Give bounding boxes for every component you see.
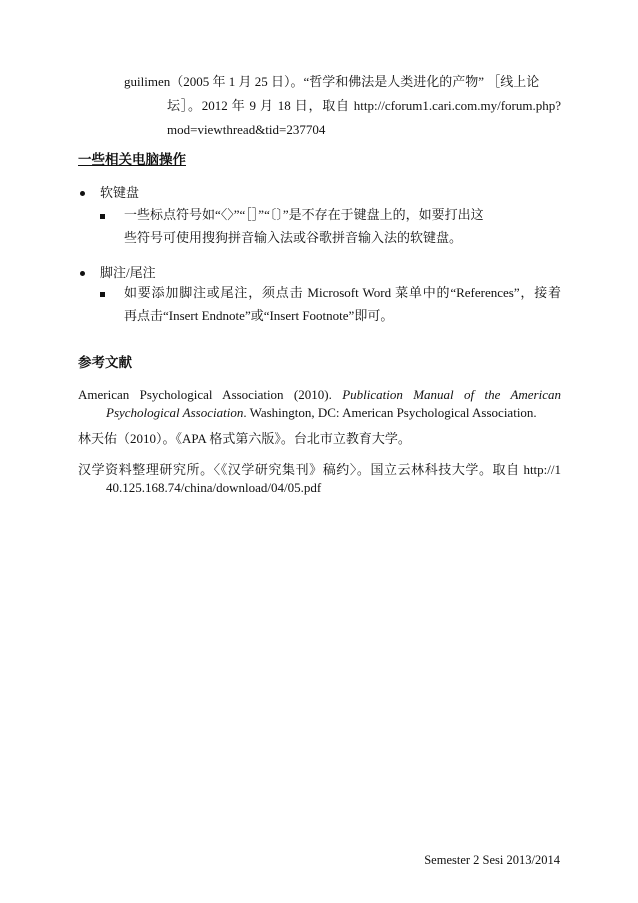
- sub-bullet-text-line-2: 再点击“Insert Endnote”或“Insert Footnote”即可。: [124, 308, 394, 323]
- top-ref-line-2: 坛］。2012 年 9 月 18 日，取自 http://cforum1.cari.com.my/forum.php?: [167, 98, 561, 113]
- reference-apa-author: American Psychological Association (2010).: [78, 387, 343, 402]
- square-bullet-icon: [100, 214, 105, 219]
- reference-apa-title-part1: Publication Manual of the American: [342, 387, 561, 402]
- sub-bullet-text-line-2: 些符号可使用搜狗拼音输入法或谷歌拼音输入法的软键盘。: [124, 230, 463, 245]
- reference-han-line-2: 40.125.168.74/china/download/04/05.pdf: [106, 480, 322, 495]
- square-bullet-icon: [100, 292, 105, 297]
- page-footer: Semester 2 Sesi 2013/2014: [424, 853, 560, 867]
- bullet-dot-icon: [80, 271, 85, 276]
- bullet-label-soft-keyboard: 软键盘: [100, 185, 140, 200]
- reference-apa-publisher: . Washington, DC: American Psychological Association.: [243, 405, 537, 420]
- reference-apa-line-2: [106, 405, 537, 421]
- top-ref-line-3: mod=viewthread&tid=237704: [167, 122, 326, 137]
- reference-lin: 林天佑（2010）。《APA 格式第六版》。台北市立教育大学。: [78, 431, 411, 446]
- sub-bullet-text-line-1: 一些标点符号如“〈〉”“［］”“〔〕”是不存在于键盘上的，如要打出这: [124, 207, 484, 222]
- section-heading-operations: 一些相关电脑操作: [78, 152, 186, 167]
- bullet-label-footnote: 脚注/尾注: [100, 265, 156, 280]
- reference-apa-title-part2: Psychological Association: [106, 405, 244, 420]
- bullet-dot-icon: [80, 191, 85, 196]
- top-ref-line-1: guilimen（2005 年 1 月 25 日）。“哲学和佛法是人类进化的产物” ［线上论: [124, 74, 540, 89]
- reference-apa-line-1: [78, 387, 561, 403]
- reference-han-line-1: 汉学资料整理研究所。〈《汉学研究集刊》稿约〉。国立云林科技大学。取自 http://1: [78, 462, 561, 477]
- references-heading: 参考文献: [78, 355, 132, 370]
- sub-bullet-text-line-1: 如要添加脚注或尾注，须点击 Microsoft Word 菜单中的“References”，接着: [124, 285, 561, 300]
